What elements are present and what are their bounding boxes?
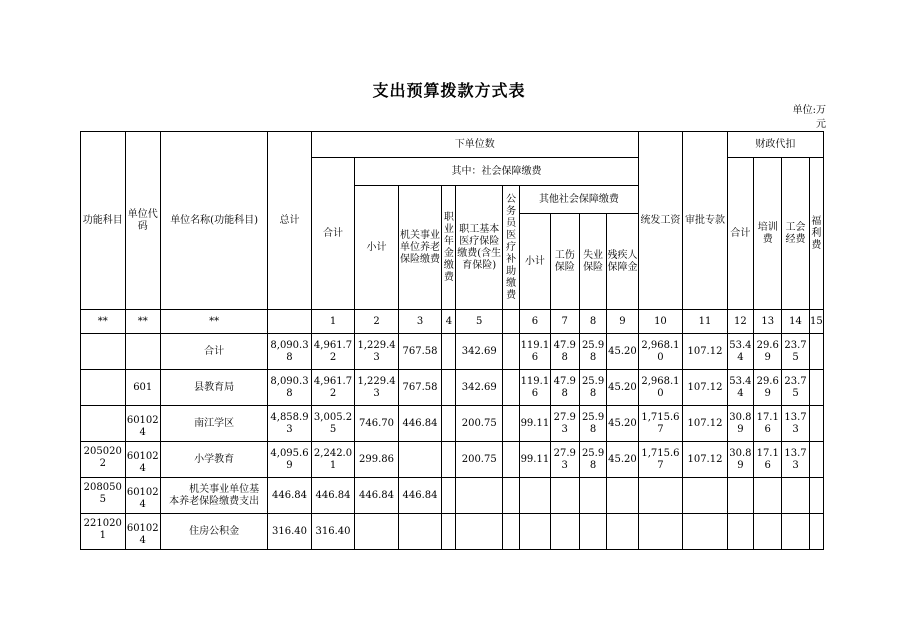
header-finance-agency: 财政代扣 (727, 132, 823, 158)
unit-name-line: 本养老保险缴费支出 (169, 495, 260, 507)
annuity-cell (442, 334, 456, 370)
index-cell: 4 (442, 310, 456, 334)
unit-name-cell: 住房公积金 (160, 514, 267, 550)
approval-cell: 107.12 (683, 334, 728, 370)
unified-wage-cell: 1,715.67 (638, 406, 683, 442)
approval-cell (683, 478, 728, 514)
union-cell: 13.73 (782, 406, 809, 442)
unit-code-cell (125, 334, 160, 370)
sum-cell: 4,961.72 (311, 370, 355, 406)
union-cell (782, 478, 809, 514)
other-subtotal-cell: 99.11 (520, 406, 550, 442)
training-cell: 17.16 (754, 442, 782, 478)
unemployment-cell: 25.98 (579, 334, 606, 370)
sum-cell: 446.84 (311, 478, 355, 514)
unified-wage-cell: 2,968.10 (638, 370, 683, 406)
injury-cell (550, 514, 579, 550)
other-subtotal-cell (520, 478, 550, 514)
table-row (81, 478, 824, 514)
table-row (81, 370, 824, 406)
civil-medical-cell (503, 442, 520, 478)
unemployment-cell (579, 514, 606, 550)
table-row (81, 334, 824, 370)
total-cell: 8,090.38 (268, 334, 312, 370)
header-fa-sum: 合计 (727, 158, 753, 310)
total-cell: 8,090.38 (268, 370, 312, 406)
annuity-cell (442, 478, 456, 514)
table-row (81, 442, 824, 478)
total-cell: 4,858.93 (268, 406, 312, 442)
disabled-cell: 45.20 (607, 442, 638, 478)
disabled-cell (607, 514, 638, 550)
sum-cell: 316.40 (311, 514, 355, 550)
unit-code-cell: 601024 (125, 406, 160, 442)
medical-cell: 342.69 (456, 370, 503, 406)
welfare-cell (809, 514, 823, 550)
unified-wage-cell (638, 478, 683, 514)
union-cell: 13.73 (782, 442, 809, 478)
total-cell: 316.40 (268, 514, 312, 550)
welfare-cell (809, 334, 823, 370)
header-annuity: 职业年金缴费 (442, 186, 456, 310)
header-unit-code: 单位代码 (125, 132, 160, 310)
fa-sum-cell: 53.44 (727, 370, 753, 406)
header-subtotal: 小计 (355, 186, 399, 310)
index-cell: 8 (579, 310, 606, 334)
header-pension: 机关事业单位养老保险缴费 (398, 186, 442, 310)
pension-cell: 767.58 (398, 370, 442, 406)
fa-sum-cell (727, 514, 753, 550)
func-code-cell: 2050202 (81, 442, 126, 478)
unit-code-cell: 601024 (125, 478, 160, 514)
index-cell: ** (81, 310, 126, 334)
civil-medical-cell (503, 370, 520, 406)
disabled-cell: 45.20 (607, 370, 638, 406)
approval-cell (683, 514, 728, 550)
disabled-cell: 45.20 (607, 406, 638, 442)
unit-code-cell: 601024 (125, 442, 160, 478)
total-cell: 446.84 (268, 478, 312, 514)
pension-cell: 446.84 (398, 478, 442, 514)
document-title: 支出预算拨款方式表 (372, 81, 526, 100)
unit-name-line: 机关事业单位基 (189, 483, 260, 495)
total-cell: 4,095.69 (268, 442, 312, 478)
unified-wage-cell: 1,715.67 (638, 442, 683, 478)
unemployment-cell: 25.98 (579, 442, 606, 478)
medical-cell: 200.75 (456, 406, 503, 442)
header-civil-medical: 公务员医疗补助缴费 (503, 186, 520, 310)
index-cell: 9 (607, 310, 638, 334)
index-cell: 13 (754, 310, 782, 334)
func-code-cell (81, 334, 126, 370)
civil-medical-cell (503, 514, 520, 550)
welfare-cell (809, 442, 823, 478)
training-cell: 29.69 (754, 334, 782, 370)
header-training: 培训费 (754, 158, 782, 310)
budget-table (80, 131, 824, 550)
other-subtotal-cell: 119.16 (520, 334, 550, 370)
civil-medical-cell (503, 406, 520, 442)
unit-code-cell: 601024 (125, 514, 160, 550)
medical-cell: 342.69 (456, 334, 503, 370)
func-code-cell (81, 406, 126, 442)
unit-code-cell: 601 (125, 370, 160, 406)
unit-name-cell: 合计 (160, 334, 267, 370)
fa-sum-cell: 30.89 (727, 406, 753, 442)
header-lower-unit: 下单位数 (311, 132, 638, 158)
unit-label-line1: 单位:万 (792, 105, 826, 116)
annuity-cell (442, 370, 456, 406)
injury-cell (550, 478, 579, 514)
func-code-cell: 2210201 (81, 514, 126, 550)
unit-name-cell (160, 478, 267, 514)
approval-cell: 107.12 (683, 406, 728, 442)
sum-cell: 2,242.01 (311, 442, 355, 478)
header-unified-wage: 统发工资 (638, 132, 683, 310)
index-cell: 1 (311, 310, 355, 334)
unemployment-cell: 25.98 (579, 406, 606, 442)
header-union: 工会经费 (782, 158, 809, 310)
table-row (81, 514, 824, 550)
subtotal-cell: 746.70 (355, 406, 399, 442)
fa-sum-cell (727, 478, 753, 514)
training-cell: 17.16 (754, 406, 782, 442)
training-cell: 29.69 (754, 370, 782, 406)
unemployment-cell (579, 478, 606, 514)
medical-cell (456, 514, 503, 550)
index-cell: 3 (398, 310, 442, 334)
table-row (81, 406, 824, 442)
union-cell: 23.75 (782, 334, 809, 370)
subtotal-cell: 1,229.43 (355, 334, 399, 370)
unified-wage-cell (638, 514, 683, 550)
approval-cell: 107.12 (683, 442, 728, 478)
index-cell: 10 (638, 310, 683, 334)
other-subtotal-cell (520, 514, 550, 550)
annuity-cell (442, 406, 456, 442)
annuity-cell (442, 514, 456, 550)
index-cell: 2 (355, 310, 399, 334)
disabled-cell (607, 478, 638, 514)
subtotal-cell (355, 514, 399, 550)
pension-cell: 446.84 (398, 406, 442, 442)
injury-cell: 47.98 (550, 334, 579, 370)
training-cell (754, 478, 782, 514)
injury-cell: 47.98 (550, 370, 579, 406)
index-cell: 14 (782, 310, 809, 334)
index-cell (268, 310, 312, 334)
index-cell (503, 310, 520, 334)
welfare-cell (809, 370, 823, 406)
index-cell: 11 (683, 310, 728, 334)
header-unemployment: 失业保险 (579, 214, 606, 310)
subtotal-cell: 446.84 (355, 478, 399, 514)
header-func-code: 功能科目 (81, 132, 126, 310)
func-code-cell (81, 370, 126, 406)
unified-wage-cell: 2,968.10 (638, 334, 683, 370)
medical-cell (456, 478, 503, 514)
other-subtotal-cell: 99.11 (520, 442, 550, 478)
unit-name-cell: 南江学区 (160, 406, 267, 442)
unit-name-cell: 县教育局 (160, 370, 267, 406)
index-cell: 5 (456, 310, 503, 334)
approval-cell: 107.12 (683, 370, 728, 406)
other-subtotal-cell: 119.16 (520, 370, 550, 406)
header-total: 总计 (268, 132, 312, 310)
header-welfare: 福利费 (809, 158, 823, 310)
index-cell: ** (125, 310, 160, 334)
header-injury: 工伤保险 (550, 214, 579, 310)
disabled-cell: 45.20 (607, 334, 638, 370)
func-code-cell: 2080505 (81, 478, 126, 514)
subtotal-cell: 299.86 (355, 442, 399, 478)
pension-cell: 767.58 (398, 334, 442, 370)
header-other-subtotal: 小计 (520, 214, 550, 310)
civil-medical-cell (503, 478, 520, 514)
index-cell: 7 (550, 310, 579, 334)
civil-medical-cell (503, 334, 520, 370)
pension-cell (398, 514, 442, 550)
pension-cell (398, 442, 442, 478)
union-cell: 23.75 (782, 370, 809, 406)
annuity-cell (442, 442, 456, 478)
header-other-social: 其他社会保障缴费 (520, 186, 638, 214)
fa-sum-cell: 53.44 (727, 334, 753, 370)
medical-cell: 200.75 (456, 442, 503, 478)
union-cell (782, 514, 809, 550)
header-disabled: 残疾人保障金 (607, 214, 638, 310)
index-cell: ** (160, 310, 267, 334)
header-sum: 合计 (311, 158, 355, 310)
training-cell (754, 514, 782, 550)
header-medical: 职工基本医疗保险缴费(含生育保险) (456, 186, 503, 310)
unit-label-line2: 元 (816, 119, 826, 130)
sum-cell: 4,961.72 (311, 334, 355, 370)
unemployment-cell: 25.98 (579, 370, 606, 406)
index-cell: 6 (520, 310, 550, 334)
welfare-cell (809, 406, 823, 442)
fa-sum-cell: 30.89 (727, 442, 753, 478)
index-cell: 12 (727, 310, 753, 334)
subtotal-cell: 1,229.43 (355, 370, 399, 406)
sum-cell: 3,005.25 (311, 406, 355, 442)
unit-label (776, 104, 826, 132)
header-of-which-social: 其中：社会保障缴费 (355, 158, 638, 186)
index-cell: 15 (809, 310, 823, 334)
header-approval: 审批专款 (683, 132, 728, 310)
unit-name-cell: 小学教育 (160, 442, 267, 478)
injury-cell: 27.93 (550, 406, 579, 442)
injury-cell: 27.93 (550, 442, 579, 478)
welfare-cell (809, 478, 823, 514)
index-row (81, 310, 824, 334)
header-unit-name: 单位名称(功能科目) (160, 132, 267, 310)
